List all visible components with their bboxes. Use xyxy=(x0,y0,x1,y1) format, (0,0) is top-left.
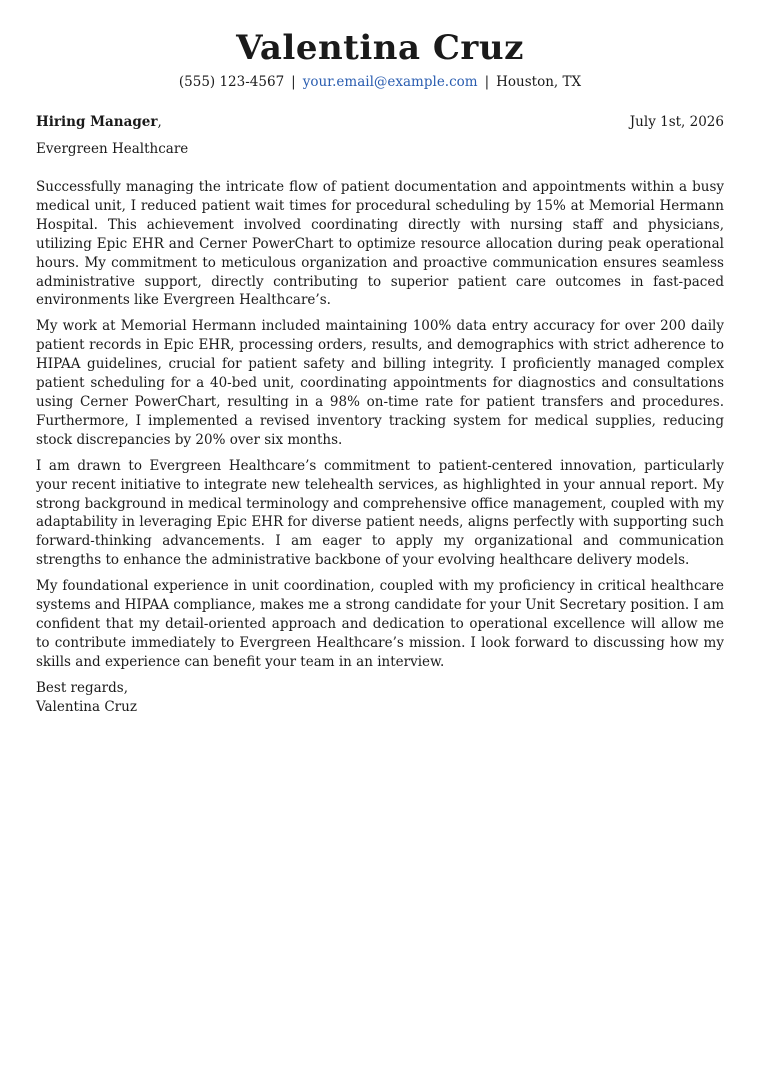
signoff: Best regards, xyxy=(36,679,129,696)
body-paragraph: My work at Memorial Hermann included maintaining 100% data entry accuracy for over 200 daily patient records in Epic EHR, processing orders, results, and demographics with strict adherence to HIPAA guidelines, crucial for patient safety and billing integrity. I proficiently managed complex patient scheduling for a 40-bed unit, coordinating appointments for diagnostics and consultations using Cerner PowerChart, resulting in a 98% on-time rate for patient transfers and procedures. Furthermore, I implemented a revised inventory tracking system for medical supplies, reducing stock discrepancies by 20% over six months. xyxy=(36,318,724,448)
contact-line xyxy=(36,72,724,92)
letter-body xyxy=(36,178,724,672)
contact-separator: | xyxy=(484,74,490,90)
body-paragraph: My foundational experience in unit coordination, coupled with my proficiency in critical healthcare systems and HIPAA compliance, makes me a strong candidate for your Unit Secretary position. I am confident that my detail-oriented approach and dedication to operational excellence will allow me to contribute immediately to Evergreen Healthcare’s mission. I look forward to discussing how my skills and experience can benefit your team in an interview. xyxy=(36,578,724,670)
recipient-title: Hiring Manager xyxy=(36,114,158,130)
body-paragraph: I am drawn to Evergreen Healthcare’s commitment to patient-centered innovation, particularly your recent initiative to integrate new telehealth services, as highlighted in your annual report. My strong background in medical terminology and comprehensive office management, coupled with my adaptability in leveraging Epic EHR for diverse patient needs, aligns perfectly with supporting such forward-thinking advancements. I am eager to apply my organizational and communication strengths to enhance the administrative backbone of your evolving healthcare delivery models. xyxy=(36,457,724,569)
recipient-company: Evergreen Healthcare xyxy=(36,141,189,157)
salutation-row xyxy=(36,112,724,132)
location: Houston, TX xyxy=(496,74,582,90)
salutation xyxy=(36,112,162,132)
applicant-name: Valentina Cruz xyxy=(236,28,524,68)
letter-closing xyxy=(36,679,724,717)
letter-date: July 1st, 2026 xyxy=(629,114,724,130)
salutation-punctuation: , xyxy=(157,114,162,130)
body-paragraph: Successfully managing the intricate flow of patient documentation and appointments within a busy medical unit, I reduced patient wait times for procedural scheduling by 15% at Memorial Hermann Hospital. This achievement involved coordinating directly with nursing staff and physicians, utilizing Epic EHR and Cerner PowerChart to optimize resource allocation during peak operational hours. My commitment to meticulous organization and proactive communication ensures seamless administrative support, directly contributing to superior patient care outcomes in fast-paced environments like Evergreen Healthcare’s. xyxy=(36,179,724,309)
email-link[interactable]: your.email@example.com xyxy=(302,74,478,90)
phone-number: (555) 123-4567 xyxy=(178,74,285,90)
contact-separator: | xyxy=(291,74,296,90)
cover-letter-page xyxy=(36,26,724,716)
signature-name: Valentina Cruz xyxy=(36,698,137,715)
